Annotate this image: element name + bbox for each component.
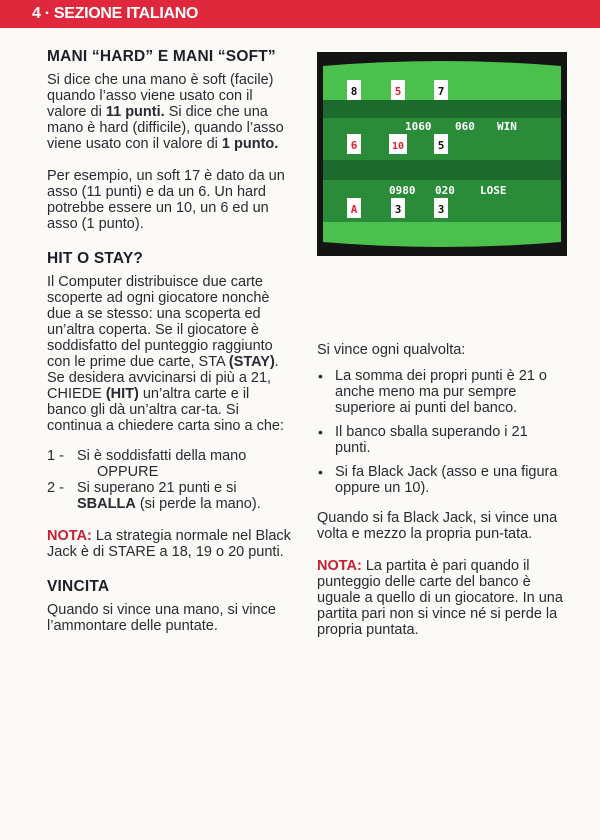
- bullet-icon: •: [318, 464, 323, 480]
- player2-bet: 020: [435, 184, 455, 197]
- card-value: A: [350, 203, 358, 216]
- screen-stripe-1: [317, 100, 567, 118]
- bullet-icon: •: [318, 368, 323, 384]
- section-header-title: 4 · SEZIONE ITALIANO: [32, 5, 199, 22]
- text-fragment: Si superano 21 punti e si: [77, 480, 237, 496]
- card-value: 8: [350, 85, 358, 98]
- list-item: [317, 424, 567, 456]
- screen-stripe-2: [317, 160, 567, 180]
- game-screen-svg: [317, 52, 567, 256]
- bullet-icon: •: [318, 424, 323, 440]
- text-fragment: La somma dei propri punti è 21 o anche meno ma pur sempre superiore ai punti del banco.: [335, 368, 547, 416]
- bold-fragment: (STAY): [228, 354, 275, 370]
- text-fragment: Il banco sballa superando i 21 punti.: [335, 424, 528, 456]
- card-value: 5: [437, 139, 445, 152]
- paragraph-win-intro: Si vince ogni qualvolta:: [317, 342, 466, 358]
- paragraph-hit-stay: [47, 274, 292, 434]
- text-fragment: un’altra carte e il banco gli dà un’altra car-ta. Si continua a chiedere carta sino a che:: [47, 386, 284, 434]
- list-item-number: 2 -: [47, 480, 64, 496]
- list-item: [317, 368, 567, 416]
- text-fragment: Si dice che una mano è soft (facile) quando l’asso viene usato con il valore di: [47, 72, 274, 120]
- paragraph-black-jack: Quando si fa Black Jack, si vince una volta e mezzo la propria pun-tata.: [317, 510, 558, 542]
- text-fragment: . Se desidera avvicinarsi di più a 21, CHIEDE: [47, 354, 279, 402]
- left-column: [47, 48, 292, 634]
- bullet-list: [317, 368, 567, 496]
- bold-fragment: 11 punti.: [105, 104, 165, 120]
- heading-hit-stay: HIT O STAY?: [47, 250, 144, 267]
- text-fragment: OPPURE: [97, 464, 159, 480]
- text-fragment: Il Computer distribuisce due carte scoperte ad ogni giocatore nonchè due a se stesso: una scoperta ed un’altra coperta. Se il giocatore è soddisfatto del punteggio raggiunto con le prime due carte, STA: [47, 274, 273, 370]
- text-fragment: Si fa Black Jack (asso e una figura oppure un 10).: [335, 464, 558, 496]
- list-item: [47, 448, 292, 480]
- heading-hard-soft: MANI “HARD” E MANI “SOFT”: [47, 48, 276, 65]
- text-fragment: (si perde la mano).: [135, 496, 261, 512]
- text-fragment: La strategia normale nel Black Jack è di STARE a 18, 19 o 20 punti.: [47, 528, 291, 560]
- bold-fragment: (HIT): [105, 386, 139, 402]
- card-value: 3: [437, 203, 445, 216]
- numbered-list: [47, 448, 292, 512]
- bold-fragment: SBALLA: [77, 496, 136, 512]
- list-item-number: 1 -: [47, 448, 64, 464]
- player1-score: 1060: [405, 120, 432, 133]
- card-value: 6: [350, 139, 358, 152]
- paragraph-hard-soft-example: Per esempio, un soft 17 è dato da un asso (11 punti) e da un 6. Un hard potrebbe essere un 10, un 6 ed un asso (1 punto).: [47, 168, 285, 232]
- player1-result: WIN: [497, 120, 517, 133]
- card-value: 3: [394, 203, 402, 216]
- list-item: [317, 464, 567, 496]
- bold-fragment: 1 punto.: [221, 136, 279, 152]
- text-fragment: Si è soddisfatti della mano: [77, 448, 247, 464]
- note-label: NOTA:: [317, 558, 362, 574]
- list-item: [47, 480, 292, 512]
- text-fragment: La partita è pari quando il punteggio delle carte del banco è uguale a quello di un giocatore. In una partita pari non si vince né si perde la propria puntata.: [317, 558, 563, 638]
- heading-vincita: VINCITA: [47, 578, 110, 595]
- card-value: 7: [437, 85, 445, 98]
- card-value: 10: [391, 141, 405, 152]
- note-strategy: [47, 528, 292, 560]
- player1-bet: 060: [455, 120, 475, 133]
- paragraph-hard-soft-definition: [47, 72, 292, 152]
- right-column: [317, 342, 567, 638]
- text-fragment: Si dice che una mano è hard (difficile), quando l’asso viene usato con il valore di: [47, 104, 284, 152]
- note-label: NOTA:: [47, 528, 92, 544]
- card-value: 5: [394, 85, 402, 98]
- player2-score: 0980: [389, 184, 416, 197]
- game-screen-image: [317, 52, 567, 256]
- paragraph-vincita: Quando si vince una mano, si vince l’ammontare delle puntate.: [47, 602, 276, 634]
- note-tie: [317, 558, 567, 638]
- player2-result: LOSE: [480, 184, 507, 197]
- list-item-body: [77, 480, 292, 512]
- list-item-body: [77, 448, 292, 480]
